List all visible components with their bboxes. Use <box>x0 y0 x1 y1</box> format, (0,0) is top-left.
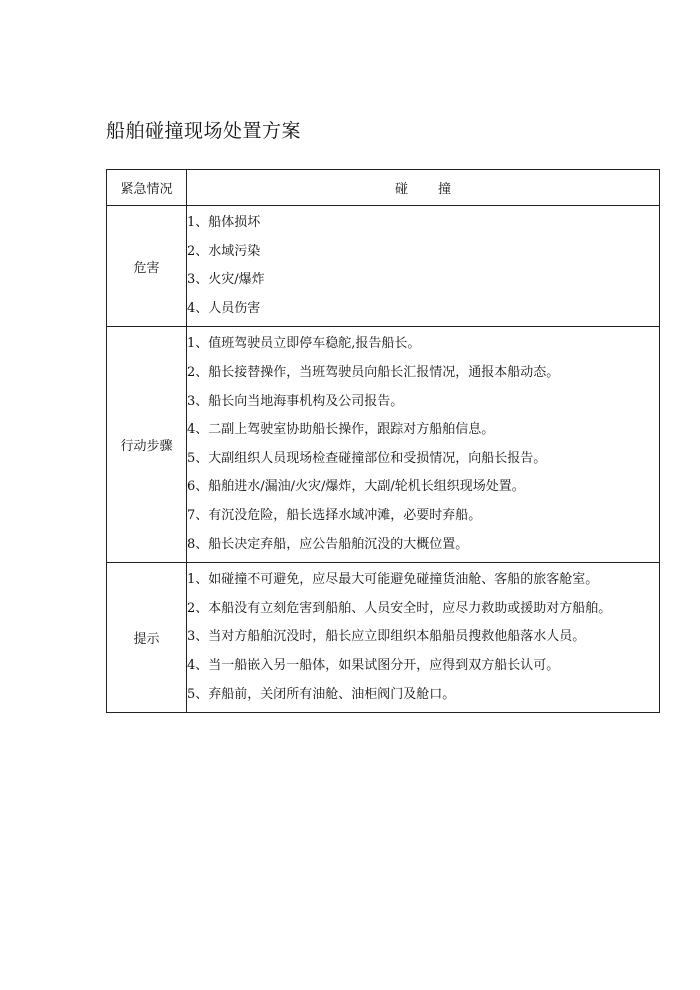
row-label-cell <box>107 327 187 563</box>
table-row-hazards <box>107 206 660 327</box>
list-item: 7、有沉没危险，船长选择水域冲滩，必要时弃船。 <box>187 507 482 523</box>
item-list <box>187 206 659 326</box>
disposal-plan-table <box>106 169 660 713</box>
row-label: 行动步骤 <box>120 439 173 455</box>
list-item: 4、人员伤害 <box>187 300 261 316</box>
row-content-cell <box>187 327 660 563</box>
row-content-cell <box>187 206 660 327</box>
header-label: 紧急情况 <box>120 182 173 197</box>
row-content-cell <box>187 563 660 713</box>
list-item: 3、船长向当地海事机构及公司报告。 <box>187 393 404 409</box>
page-title: 船舶碰撞现场处置方案 <box>106 120 302 142</box>
list-item: 1、值班驾驶员立即停车稳舵,报告船长。 <box>187 336 421 352</box>
list-item: 4、当一船嵌入另一船体，如果试图分开，应得到双方船长认可。 <box>187 657 560 673</box>
table-header-row <box>107 170 660 206</box>
row-label-cell <box>107 563 187 713</box>
table-row-action-steps <box>107 327 660 563</box>
list-item: 3、火灾/爆炸 <box>187 272 265 288</box>
header-value: 碰撞 <box>394 182 481 197</box>
item-list <box>187 327 659 562</box>
list-item: 2、水域污染 <box>187 243 261 259</box>
list-item: 5、大副组织人员现场检查碰撞部位和受损情况，向船长报告。 <box>187 450 547 466</box>
table-row-tips <box>107 563 660 713</box>
list-item: 6、船舶进水/漏油/火灾/爆炸，大副/轮机长组织现场处置。 <box>187 479 525 495</box>
list-item: 1、船体损坏 <box>187 215 261 230</box>
row-label: 危害 <box>133 260 160 276</box>
list-item: 3、当对方船舶沉没时，船长应立即组织本船船员搜救他船落水人员。 <box>187 629 586 645</box>
list-item: 8、船长决定弃船，应公告船舶沉没的大概位置。 <box>187 536 469 552</box>
list-item: 4、二副上驾驶室协助船长操作，跟踪对方船舶信息。 <box>187 422 495 438</box>
header-label-cell <box>107 170 187 206</box>
list-item: 5、弃船前，关闭所有油舱、油柜阀门及舱口。 <box>187 686 456 702</box>
list-item: 2、船长接替操作，当班驾驶员向船长汇报情况，通报本船动态。 <box>187 364 560 380</box>
item-list <box>187 563 659 712</box>
row-label: 提示 <box>133 632 160 648</box>
list-item: 1、如碰撞不可避免，应尽最大可能避免碰撞货油舱、客船的旅客舱室。 <box>187 572 599 588</box>
list-item: 2、本船没有立刻危害到船舶、人员安全时，应尽力救助或援助对方船舶。 <box>187 600 612 616</box>
header-value-cell <box>187 170 660 206</box>
row-label-cell <box>107 206 187 327</box>
